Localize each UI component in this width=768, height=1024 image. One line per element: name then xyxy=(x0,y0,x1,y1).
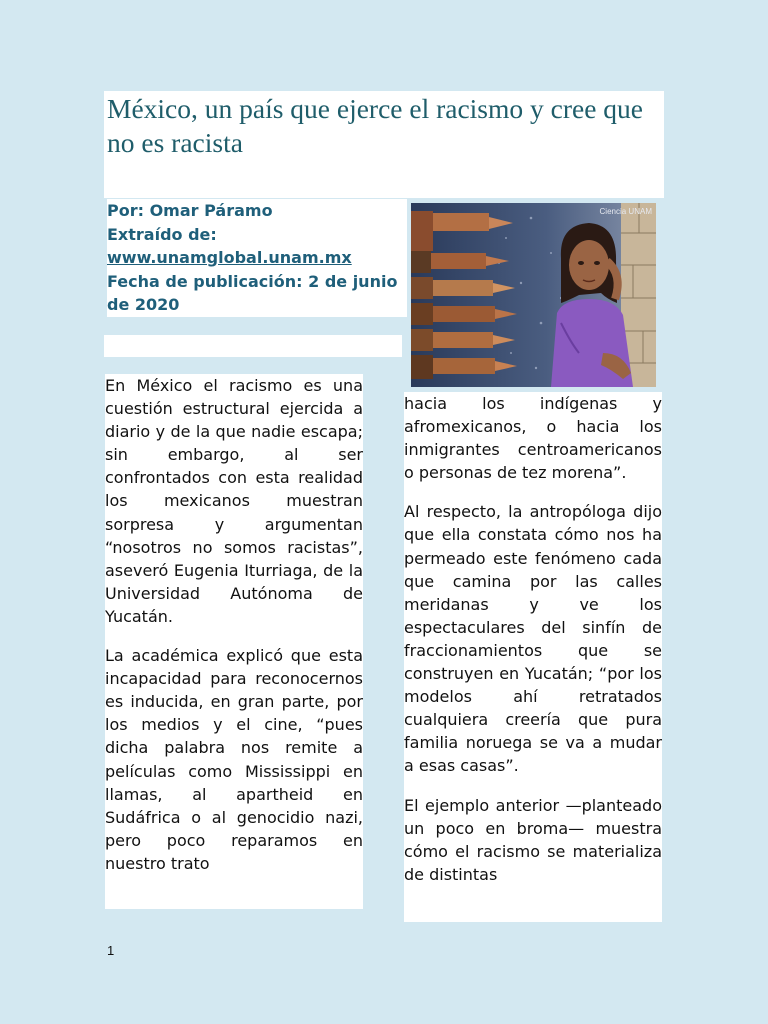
right-column xyxy=(404,392,662,922)
body-paragraph: hacia los indígenas y afromexicanos, o hacia los inmigrantes centroamericanos o personas de tez morena”. xyxy=(404,394,662,483)
publication-date: Fecha de publicación: 2 de junio de 2020 xyxy=(107,271,398,314)
article-title: México, un país que ejerce el racismo y cree que no es racista xyxy=(107,93,644,158)
image-watermark: Ciencia UNAM xyxy=(599,207,652,216)
article-meta xyxy=(107,199,407,317)
body-paragraph: El ejemplo anterior —planteado un poco en broma— muestra cómo el racismo se materializa de distintas xyxy=(404,795,662,884)
left-column xyxy=(105,374,363,909)
body-paragraph: En México el racismo es una cuestión estructural ejercida a diario y de la que nadie escapa; sin embargo, al ser confrontados con esta realidad los mexicanos muestran sorpresa y argumentan “nosotros no somos racistas”, aseveró Eugenia Iturriaga, de la Universidad Autónoma de Yucatán. xyxy=(105,376,363,626)
source-label: Extraído de: xyxy=(107,224,217,244)
illustration-svg xyxy=(411,203,656,387)
body-paragraph: La académica explicó que esta incapacidad para reconocernos es inducida, en gran parte, por los medios y el cine, “pues dicha palabra nos remite a películas como Mississippi en llamas, al apartheid en Sudáfrica o al genocidio nazi, pero poco reparamos en nuestro trato xyxy=(105,646,363,873)
blank-text-box xyxy=(104,335,402,357)
body-paragraph: Al respecto, la antropóloga dijo que ella constata cómo nos ha permeado este fenómeno cada que camina por las calles meridanas y ve los espectaculares del sinfín de fraccionamientos que se construyen en Yucatán; “por los modelos ahí retratados cualquiera creería que pura familia noruega se va a mudar a esas casas”. xyxy=(404,502,662,776)
article-illustration xyxy=(411,203,656,387)
source-link[interactable]: www.unamglobal.unam.mx xyxy=(107,248,352,267)
author-line: Por: Omar Páramo xyxy=(107,201,273,220)
page-number: 1 xyxy=(107,943,115,958)
